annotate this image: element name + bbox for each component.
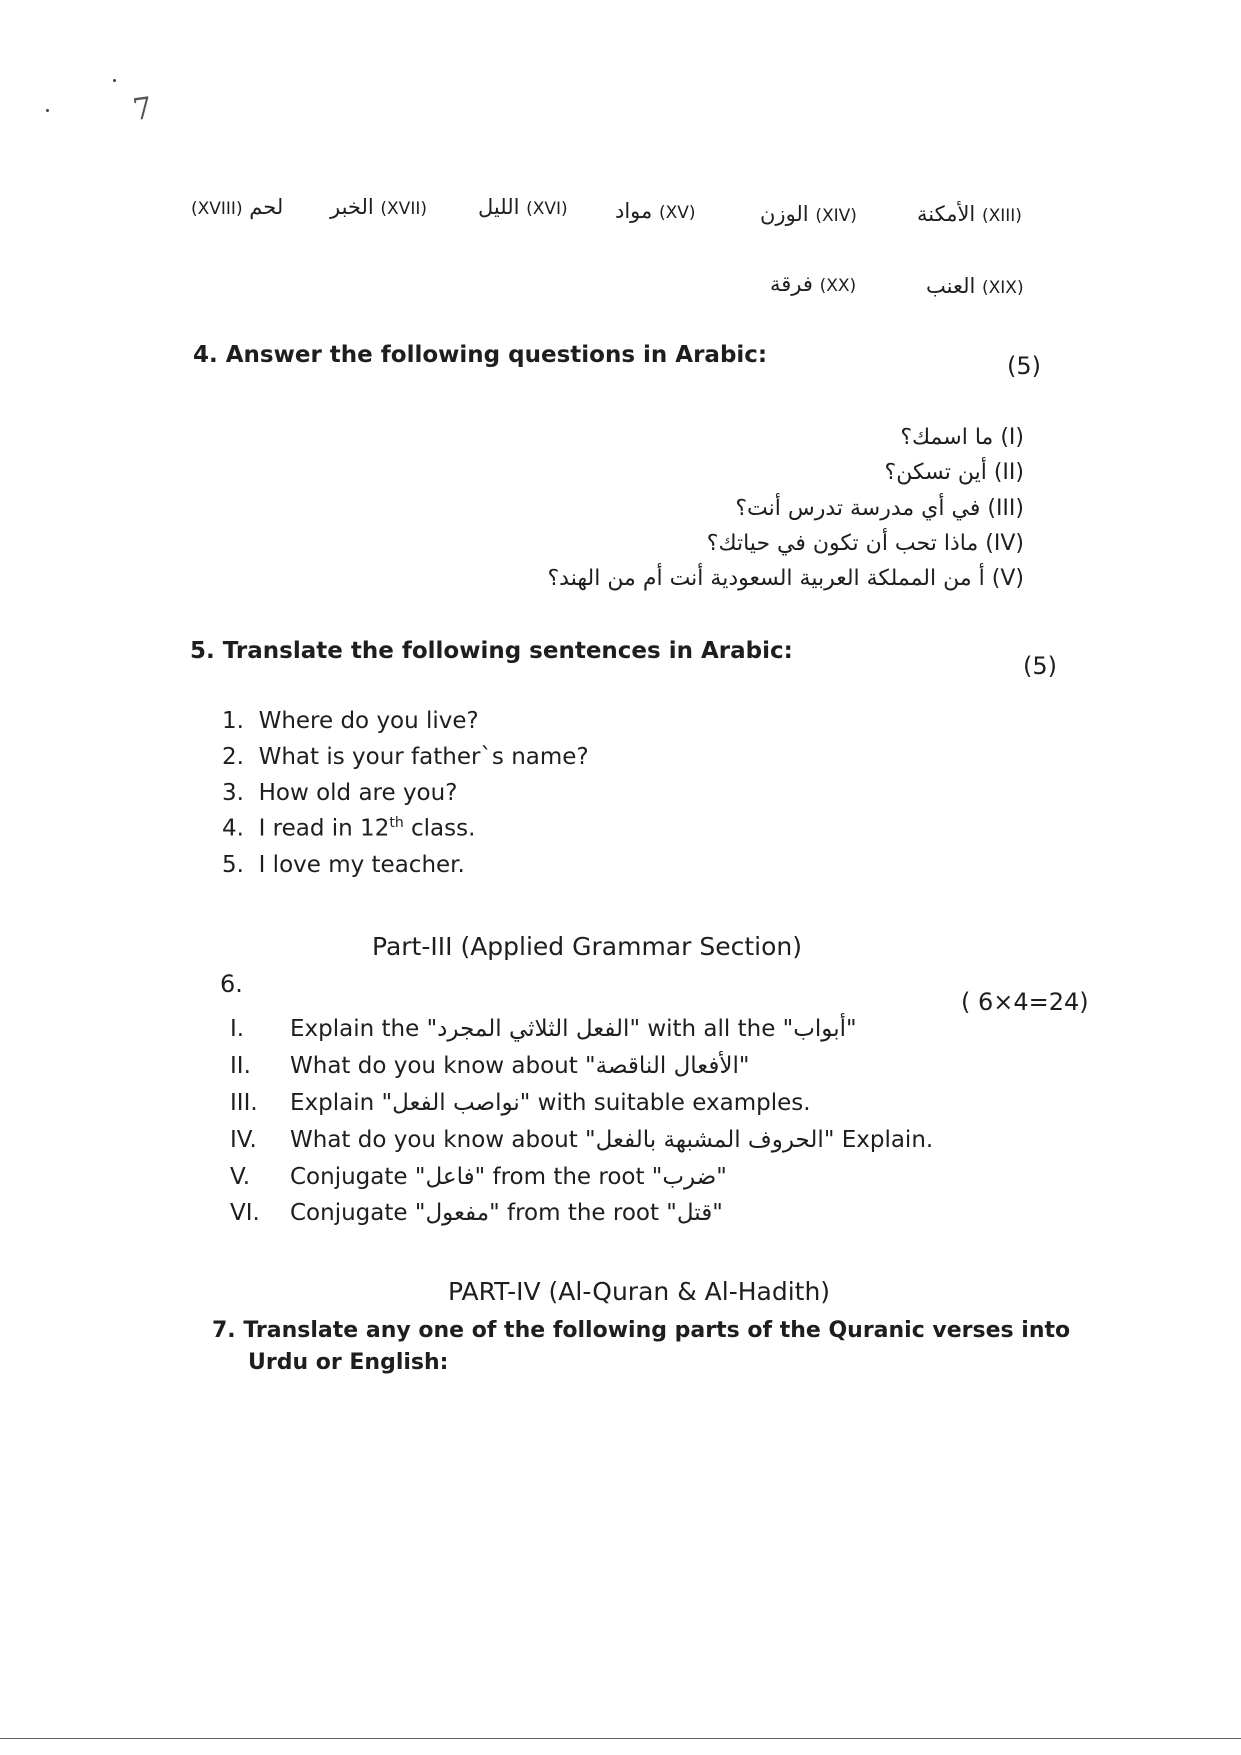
- arabic-question: (II) أين تسكن؟: [884, 460, 1024, 485]
- arabic-question: (III) في أي مدرسة تدرس أنت؟: [735, 496, 1024, 521]
- question-6-number: 6.: [220, 970, 243, 998]
- question-7-line-1: 7. Translate any one of the following parts of the Quranic verses into: [212, 1318, 1071, 1343]
- question-5-marks: (5): [1023, 652, 1057, 680]
- question-4-heading: 4. Answer the following questions in Arabic:: [193, 342, 768, 368]
- vocab-item: فرقة (XX): [770, 272, 857, 296]
- translation-sentence: 2. What is your father`s name?: [222, 744, 589, 770]
- translation-sentence: 3. How old are you?: [222, 780, 458, 806]
- vocab-item: الخبر (XVII): [330, 195, 427, 219]
- vocab-item: (XVIII) لحم: [191, 195, 284, 219]
- grammar-question: I. Explain the "الفعل الثلاثي المجرد" with all the "أبواب": [230, 1016, 857, 1042]
- scan-speck: [46, 109, 49, 112]
- arabic-question: (IV) ماذا تحب أن تكون في حياتك؟: [706, 531, 1024, 556]
- footer-rule: [0, 1738, 1241, 1739]
- scan-speck: [113, 79, 116, 82]
- translation-sentence: 4. I read in 12th class.: [222, 815, 476, 842]
- vocab-item: الوزن (XIV): [760, 202, 857, 226]
- part-4-title: PART-IV (Al-Quran & Al-Hadith): [448, 1277, 831, 1306]
- grammar-question: V. Conjugate "فاعل" from the root "ضرب": [230, 1164, 727, 1190]
- part-3-title: Part-III (Applied Grammar Section): [372, 932, 802, 961]
- question-4-marks: (5): [1007, 352, 1041, 380]
- vocab-item: الأمكنة (XIII): [917, 202, 1022, 226]
- translation-sentence: 5. I love my teacher.: [222, 852, 465, 878]
- translation-sentence: 1. Where do you live?: [222, 708, 479, 734]
- arabic-question: (I) ما اسمك؟: [900, 425, 1024, 450]
- vocab-item: العنب (XIX): [926, 274, 1024, 298]
- vocab-item: الليل (XVI): [478, 195, 568, 219]
- grammar-question: III. Explain "نواصب الفعل" with suitable examples.: [230, 1090, 811, 1116]
- grammar-question: IV. What do you know about "الحروف المشبهة بالفعل" Explain.: [230, 1127, 934, 1153]
- question-7-line-2: Urdu or English:: [248, 1350, 449, 1375]
- question-6-marks: ( 6×4=24): [961, 988, 1089, 1016]
- vocab-item: مواد (XV): [615, 199, 696, 223]
- arabic-question: (V) أ من المملكة العربية السعودية أنت أم من الهند؟: [547, 566, 1024, 591]
- grammar-question: II. What do you know about "الأفعال الناقصة": [230, 1053, 750, 1079]
- question-5-heading: 5. Translate the following sentences in Arabic:: [190, 638, 793, 664]
- grammar-question: VI. Conjugate "مفعول" from the root "قتل": [230, 1200, 723, 1226]
- page-number-mark: 7: [130, 90, 155, 129]
